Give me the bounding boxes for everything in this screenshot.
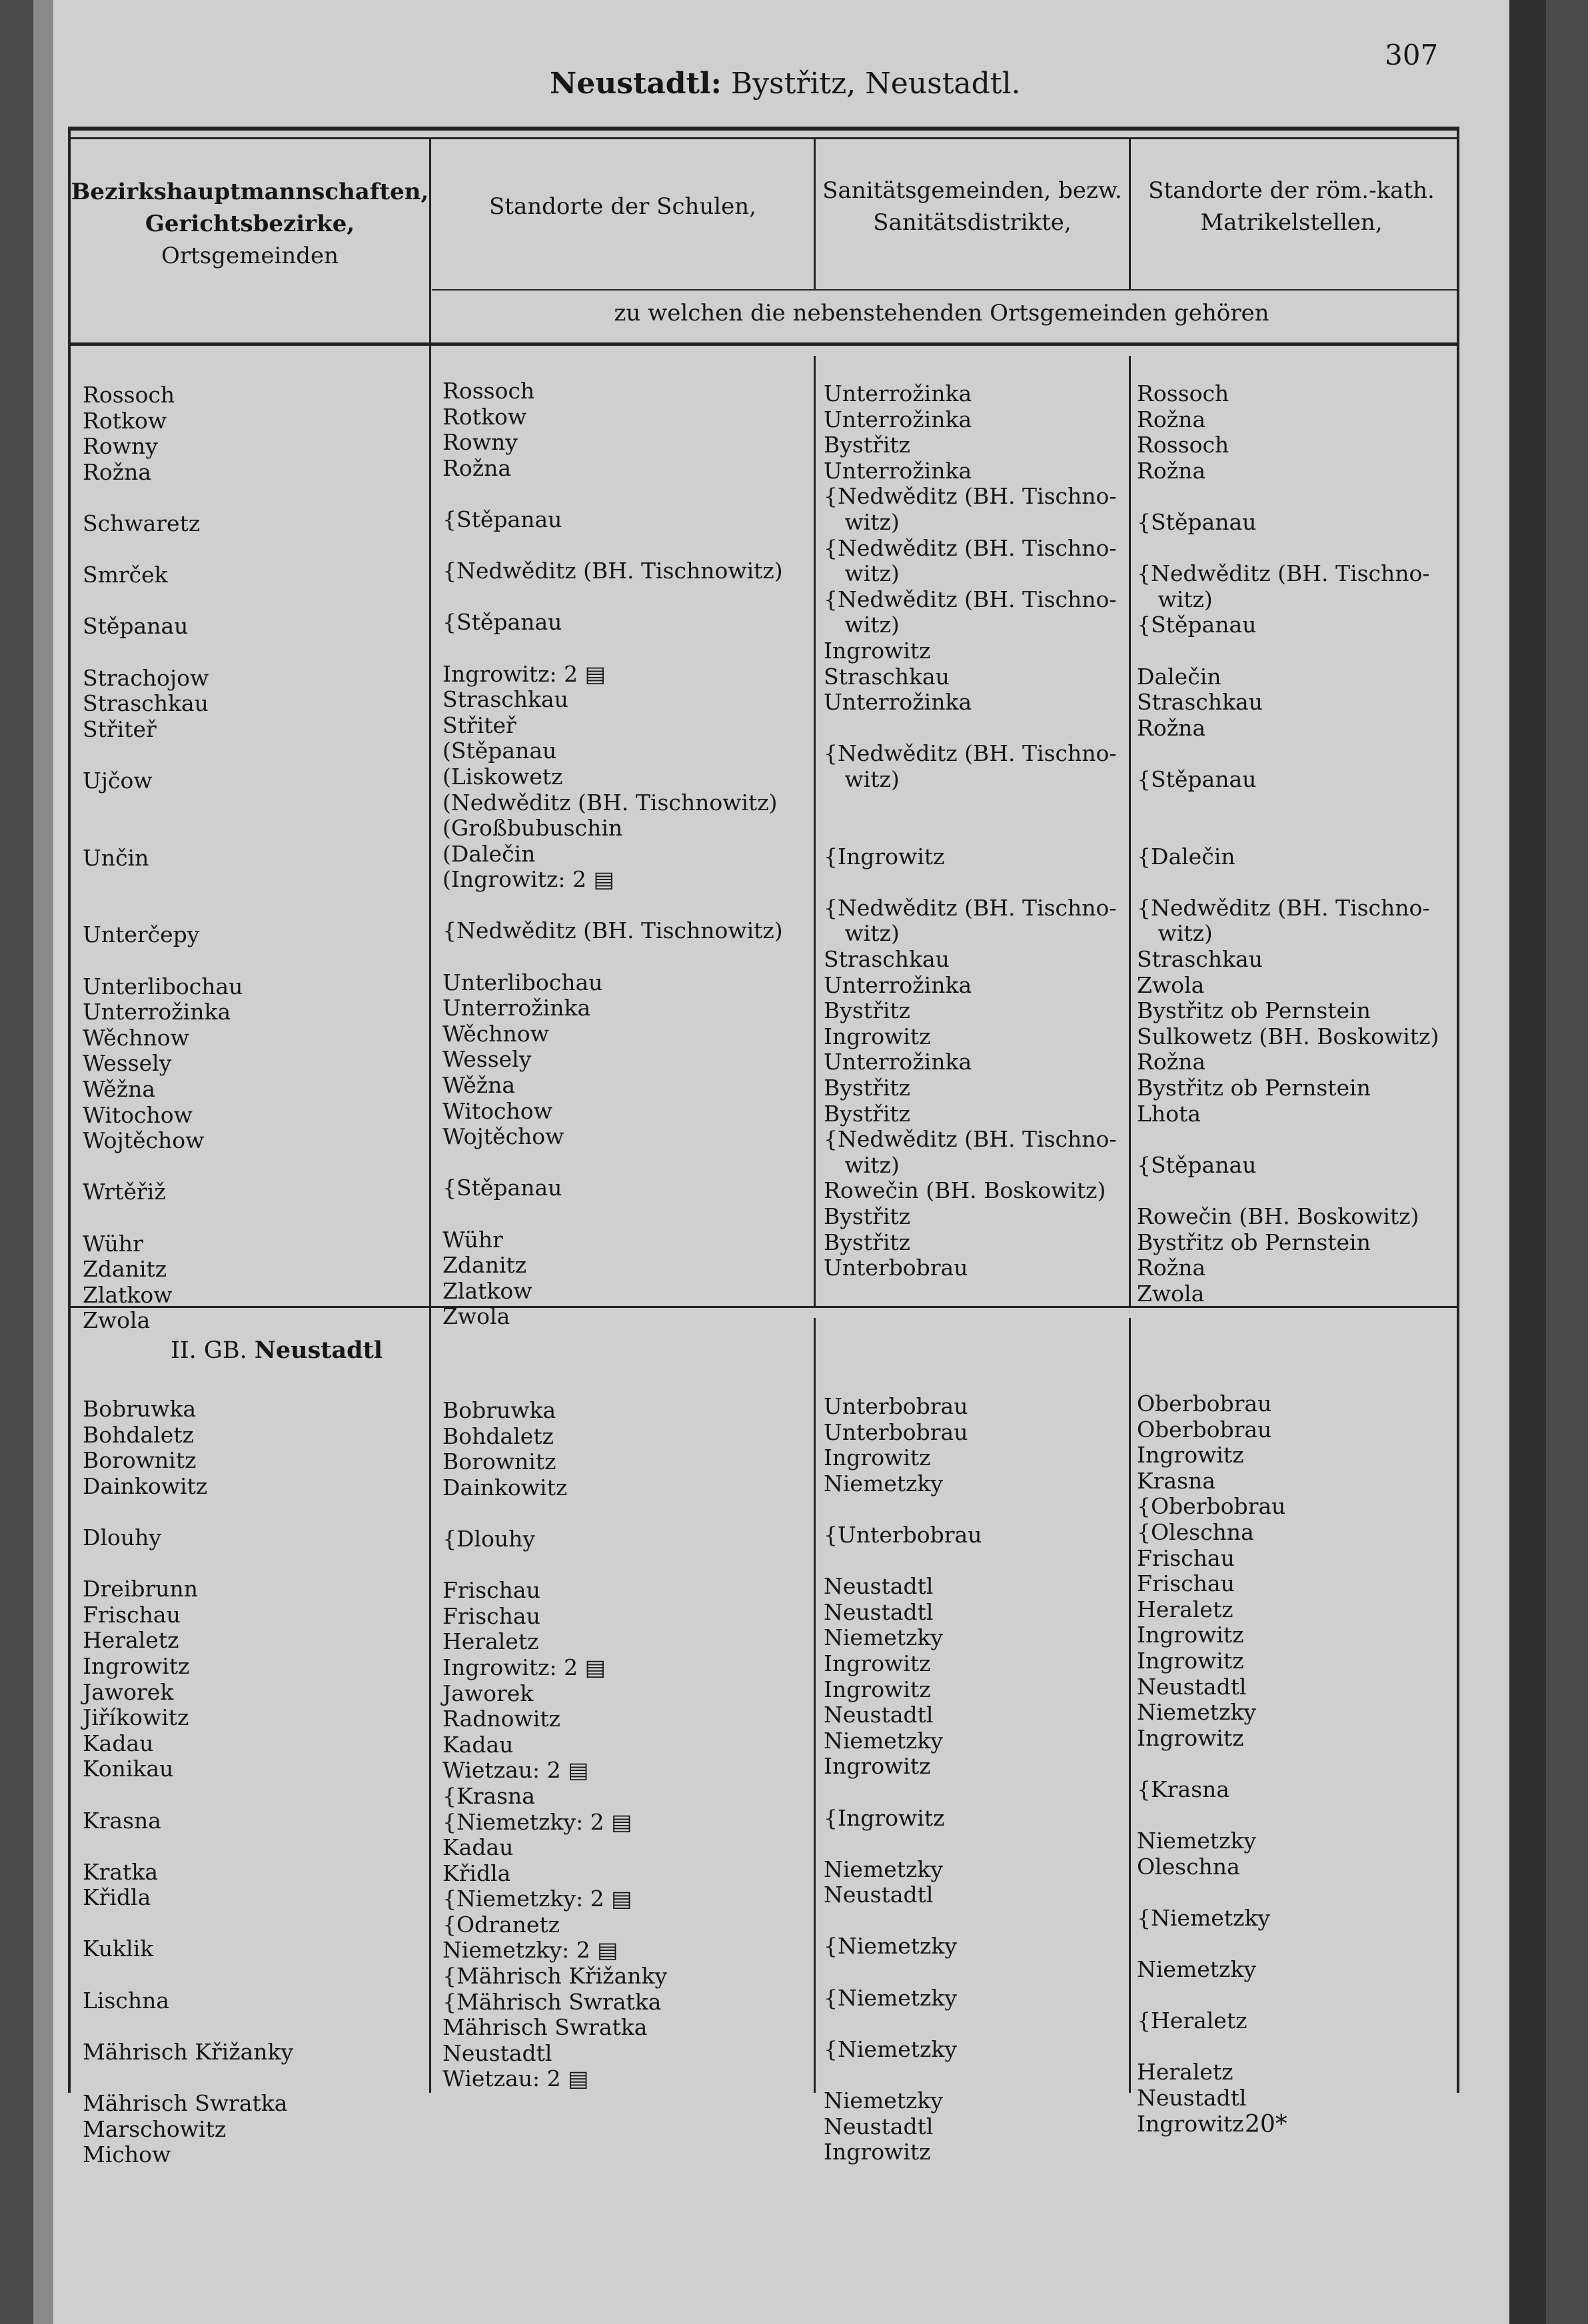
header-col3-line2: Sanitätsdistrikte, <box>873 209 1072 236</box>
header-col3-line1: Sanitätsgemeinden, bezw. <box>822 177 1122 204</box>
column-divider-3-head <box>1129 139 1131 290</box>
column-divider-3-s1 <box>1129 356 1131 1306</box>
section1-sanitaet: Unterrožinka Unterrožinka Bystřitz Unterrožinka {Nedwěditz (BH. Tischno- witz) {Nedwěditz (BH. Tischno- witz) {Nedwěditz (BH. Tischno- witz) Ingrowitz Straschkau Unterrožinka {Nedwěditz (BH. Tischno- witz) {Ingrowitz {Nedwěditz (BH. Tischno- witz) Straschkau Unterrožinka Bystřitz Ingrowitz Unterrožinka Bystřitz Bystřitz {Nedwěditz (BH. Tischno- witz) Rowečin (BH. Boskowitz) Bystřitz Bystřitz Unterbobrau <box>824 380 1117 1281</box>
header-col1 <box>71 176 429 272</box>
section2-title-prefix: II. GB. <box>171 1337 247 1364</box>
section1-ortsgemeinden: Rossoch Rotkow Rowny Rožna Schwaretz Smrček Stěpanau Strachojow Straschkau Střiteř Ujčow Unčin Unterčepy Unterlibochau Unterrožinka Wěchnow Wessely Wěžna Witochow Wojtěchow Wrtěřiž Wühr Zdanitz Zlatkow Zwola <box>83 382 243 1334</box>
header-col4 <box>1132 175 1451 239</box>
page-number: 307 <box>1385 39 1439 71</box>
section1-matrikel: Rossoch Rožna Rossoch Rožna {Stěpanau {Nedwěditz (BH. Tischno- witz) {Stěpanau Dalečin Straschkau Rožna {Stěpanau {Dalečin {Nedwěditz (BH. Tischno- witz) Straschkau Zwola Bystřitz ob Pernstein Sulkowetz (BH. Boskowitz) Rožna Bystřitz ob Pernstein Lhota {Stěpanau Rowečin (BH. Boskowitz) Bystřitz ob Pernstein Rožna Zwola <box>1137 380 1439 1307</box>
header-col1-line1: Bezirkshauptmannschaften, <box>71 179 429 205</box>
section2-schulen: Bobruwka Bohdaletz Borownitz Dainkowitz {Dlouhy Frischau Frischau Heraletz Ingrowitz: 2 ▤ Jaworek Radnowitz Kadau Wietzau: 2 ▤ {Krasna {Niemetzky: 2 ▤ Kadau Křidla {Niemetzky: 2 ▤ {Odranetz Niemetzky: 2 ▤ {Mährisch Křižanky {Mährisch Swratka Mährisch Swratka Neustadtl Wietzau: 2 ▤ <box>442 1397 668 2092</box>
header-col1-line2: Gerichtsbezirke, <box>145 211 355 237</box>
rule-subheader <box>432 289 1457 290</box>
section1-schulen: Rossoch Rotkow Rowny Rožna {Stěpanau {Nedwěditz (BH. Tischnowitz) {Stěpanau Ingrowitz: 2 ▤ Straschkau Střiteř (Stěpanau (Liskowetz (Nedwěditz (BH. Tischnowitz) (Großbubuschin (Dalečin (Ingrowitz: 2 ▤ {Nedwěditz (BH. Tischnowitz) Unterlibochau Unterrožinka Wěchnow Wessely Wěžna Witochow Wojtěchow {Stěpanau Wühr Zdanitz Zlatkow Zwola <box>442 378 783 1330</box>
column-divider-2-head <box>814 139 816 290</box>
header-subheader: zu welchen die nebenstehenden Ortsgemeinden gehören <box>614 300 1269 326</box>
page-gutter <box>33 0 53 2324</box>
running-head <box>550 67 1021 101</box>
header-col1-line3: Ortsgemeinden <box>161 243 339 269</box>
section2-sanitaet: Unterbobrau Unterbobrau Ingrowitz Niemetzky {Unterbobrau Neustadtl Neustadtl Niemetzky Ingrowitz Ingrowitz Neustadtl Niemetzky Ingrowitz {Ingrowitz Niemetzky Neustadtl {Niemetzky {Niemetzky {Niemetzky Niemetzky Neustadtl Ingrowitz <box>824 1393 982 2165</box>
column-divider-2-s1 <box>814 356 816 1306</box>
section2-ortsgemeinden: Bobruwka Bohdaletz Borownitz Dainkowitz Dlouhy Dreibrunn Frischau Heraletz Ingrowitz Jaworek Jiříkowitz Kadau Konikau Krasna Kratka Křidla Kuklik Lischna Mährisch Křižanky Mährisch Swratka Marschowitz Michow <box>83 1396 294 2168</box>
column-divider-2-s2 <box>814 1318 816 2093</box>
document-page <box>33 0 1546 2324</box>
header-col4-line2: Matrikelstellen, <box>1200 209 1383 236</box>
running-head-rest: Bystřitz, Neustadtl. <box>730 67 1021 101</box>
header-col3 <box>816 175 1129 239</box>
section2-title-bold: Neustadtl <box>254 1337 383 1364</box>
page-edge <box>1509 0 1546 2324</box>
header-col2: Standorte der Schulen, <box>489 193 756 220</box>
printer-signature: 20* <box>1245 2111 1287 2138</box>
rule-top-inner <box>71 137 1457 139</box>
section2-title <box>171 1337 383 1364</box>
rule-header-bottom <box>71 342 1457 346</box>
column-divider-3-s2 <box>1129 1318 1131 2093</box>
running-head-bold: Neustadtl: <box>550 67 722 101</box>
header-col4-line1: Standorte der röm.-kath. <box>1148 177 1435 204</box>
section2-matrikel: Oberbobrau Oberbobrau Ingrowitz Krasna {Oberbobrau {Oleschna Frischau Frischau Heraletz Ingrowitz Ingrowitz Neustadtl Niemetzky Ingrowitz {Krasna Niemetzky Oleschna {Niemetzky Niemetzky {Heraletz Heraletz Neustadtl Ingrowitz <box>1137 1391 1286 2137</box>
column-divider-1 <box>429 139 431 2093</box>
